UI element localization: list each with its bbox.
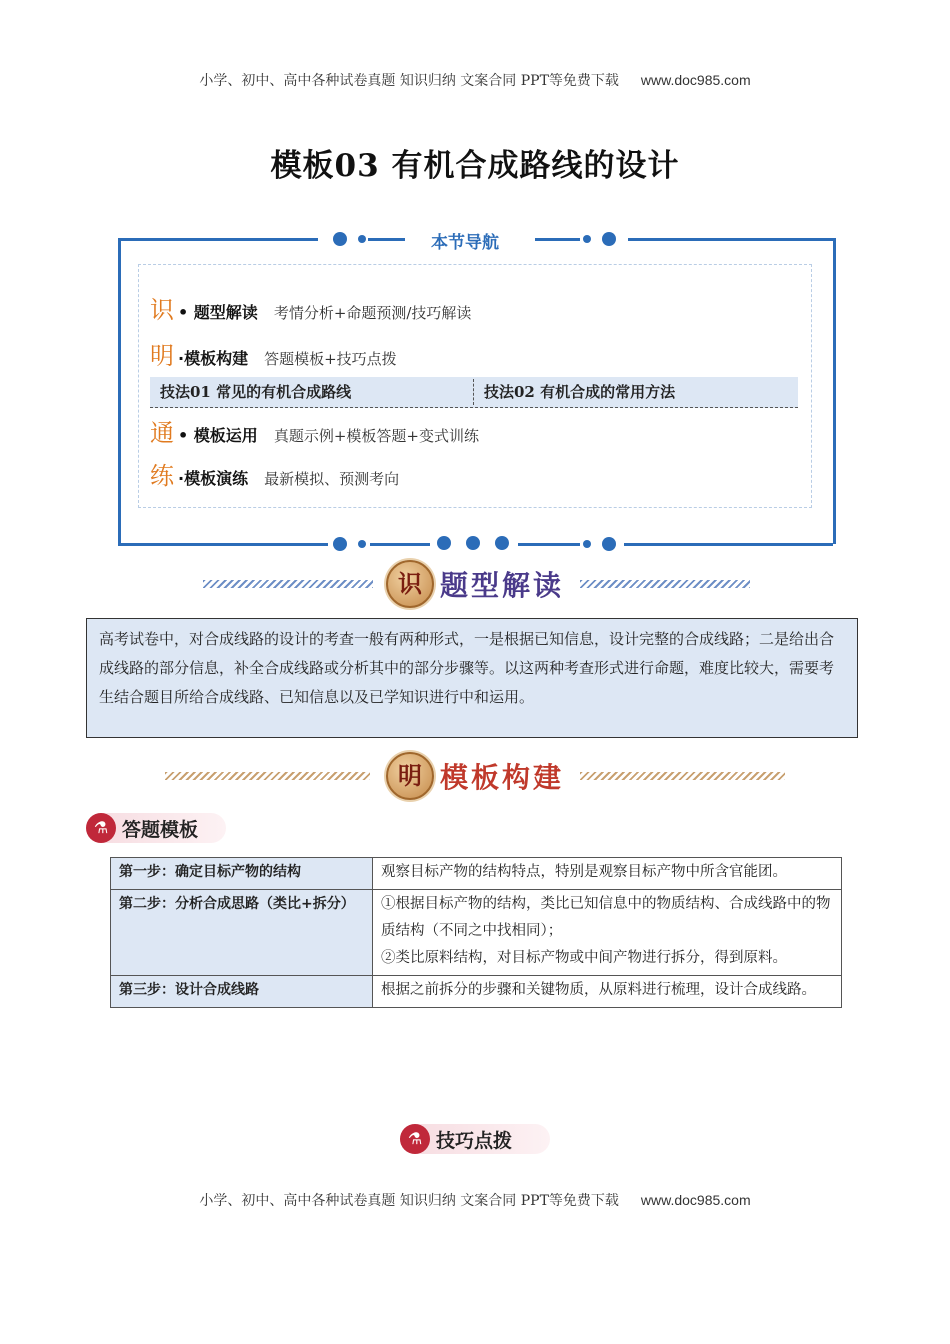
page-header xyxy=(0,70,950,90)
step-cell: 第二步：分析合成思路（类比+拆分） xyxy=(111,890,373,976)
table-row xyxy=(111,858,842,890)
table-row xyxy=(111,976,842,1008)
answer-template-label: 答题模板 xyxy=(122,819,199,841)
intro-text: 高考试卷中，对合成线路的设计的考查一般有两种形式，一是根据已知信息，设计完整的合成线路；二是给出合成线路的部分信息，补全合成线路或分析其中的部分步骤等。以这两种考查形式进行命题，难度比较大，需要考生结合题目所给合成线路、已知信息以及已学知识进行中和运用。 xyxy=(99,630,835,706)
nav-dot xyxy=(466,536,480,550)
nav-bottom-line xyxy=(518,543,580,546)
section-title: 模板构建 xyxy=(440,761,565,794)
footer-url[interactable]: www.doc985.com xyxy=(640,1192,751,1208)
nav-char: 识 xyxy=(150,296,174,324)
nav-char: 练 xyxy=(150,462,174,490)
footer-text: 小学、初中、高中各种试卷真题 知识归纳 文案合同 PPT等免费下载 xyxy=(199,1193,619,1209)
banner-stripe-right xyxy=(580,772,785,780)
nav-desc: 考情分析+命题预测/技巧解读 xyxy=(273,304,472,322)
nav-desc: 真题示例+模板答题+变式训练 xyxy=(273,427,479,445)
banner-stripe-left xyxy=(165,772,370,780)
nav-row-tong[interactable] xyxy=(150,413,479,448)
desc-cell: 根据之前拆分的步骤和关键物质，从原料进行梳理，设计合成线路。 xyxy=(373,976,842,1008)
nav-dot xyxy=(333,537,347,551)
nav-title: 本节导航 xyxy=(405,228,525,253)
step-cell: 第一步：确定目标产物的结构 xyxy=(111,858,373,890)
nav-dot xyxy=(602,232,616,246)
flask-icon: ⚗ xyxy=(86,813,116,843)
steps-table xyxy=(110,857,842,1008)
nav-dot xyxy=(358,540,366,548)
header-text: 小学、初中、高中各种试卷真题 知识归纳 文案合同 PPT等免费下载 xyxy=(199,73,619,89)
nav-top-line xyxy=(368,238,408,241)
technique-bar xyxy=(150,377,798,408)
nav-row-lian[interactable] xyxy=(150,456,399,491)
nav-top-line-right xyxy=(628,238,833,241)
desc-line: ①根据目标产物的结构，类比已知信息中的物质结构、合成线路中的物质结构（不同之中找相同）； xyxy=(381,896,831,939)
technique-1[interactable]: 技法01 常见的有机合成路线 xyxy=(160,383,352,401)
page-footer xyxy=(0,1190,950,1210)
banner-stripe-left xyxy=(203,580,373,588)
nav-dot xyxy=(583,235,591,243)
table-row xyxy=(111,890,842,976)
section-badge-icon: 识 xyxy=(386,560,434,608)
page-title: 模板03 有机合成路线的设计 xyxy=(270,148,680,184)
flask-icon: ⚗ xyxy=(400,1124,430,1154)
tips-label: 技巧点拨 xyxy=(436,1130,513,1152)
nav-head: ·模板演练 xyxy=(178,469,249,488)
desc-line: ②类比原料结构，对目标产物或中间产物进行拆分，得到原料。 xyxy=(381,950,787,966)
nav-dot xyxy=(358,235,366,243)
nav-dot xyxy=(333,232,347,246)
nav-dot xyxy=(583,540,591,548)
desc-cell xyxy=(373,890,842,976)
technique-divider xyxy=(473,379,475,405)
nav-desc: 最新模拟、预测考向 xyxy=(264,470,400,488)
nav-row-shi[interactable] xyxy=(150,290,471,325)
banner-stripe-right xyxy=(580,580,750,588)
nav-bottom-line xyxy=(624,543,833,546)
header-url[interactable]: www.doc985.com xyxy=(640,72,751,88)
nav-head: • 模板运用 xyxy=(178,426,258,445)
nav-dot xyxy=(495,536,509,550)
nav-char: 通 xyxy=(150,419,174,447)
nav-row-ming[interactable] xyxy=(150,336,397,371)
section-badge-icon: 明 xyxy=(386,752,434,800)
section-title: 题型解读 xyxy=(440,569,565,602)
nav-bottom-line xyxy=(118,543,328,546)
nav-top-line xyxy=(535,238,580,241)
nav-char: 明 xyxy=(150,342,174,370)
nav-top-line-left xyxy=(118,238,318,241)
nav-dot xyxy=(602,537,616,551)
step-cell: 第三步：设计合成线路 xyxy=(111,976,373,1008)
technique-2[interactable]: 技法02 有机合成的常用方法 xyxy=(484,383,676,401)
desc-cell: 观察目标产物的结构特点，特别是观察目标产物中所含官能团。 xyxy=(373,858,842,890)
intro-box xyxy=(86,618,858,738)
nav-bottom-line xyxy=(370,543,430,546)
nav-desc: 答题模板+技巧点拨 xyxy=(264,350,397,368)
nav-head: • 题型解读 xyxy=(178,303,258,322)
nav-head: ·模板构建 xyxy=(178,349,249,368)
nav-dot xyxy=(437,536,451,550)
